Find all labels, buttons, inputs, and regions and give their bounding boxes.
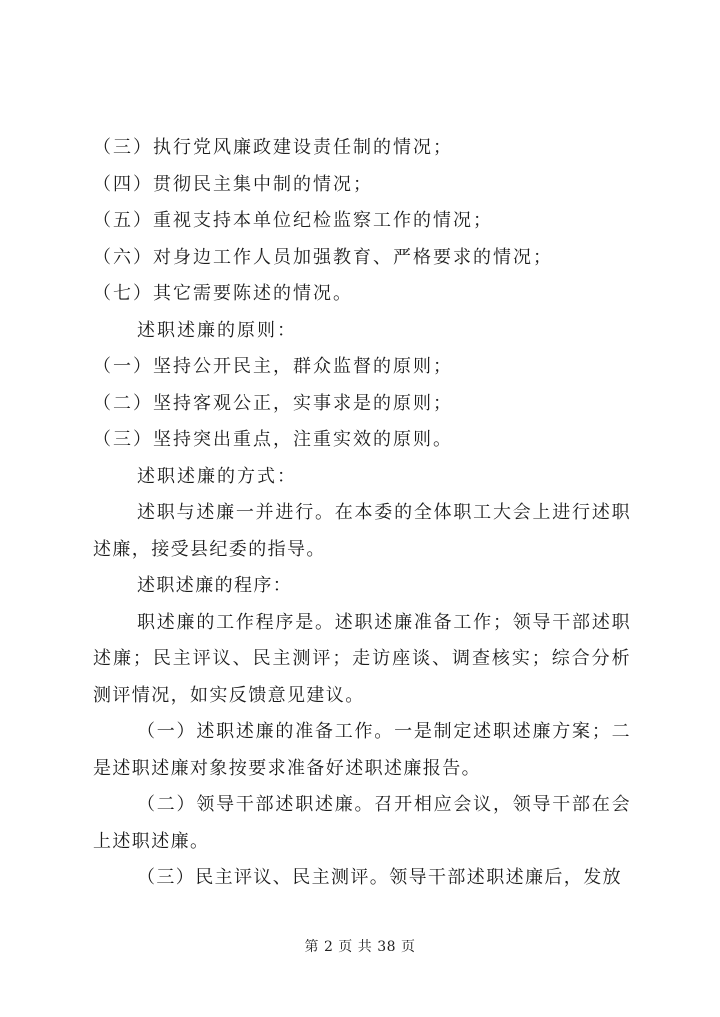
section-heading-method: 述职述廉的方式： — [137, 465, 297, 487]
paragraph: （一）述职述廉的准备工作。一是制定述职述廉方案；二是述职述廉对象按要求准备好述职述廉报告。 — [93, 721, 631, 779]
text-line: （二）坚持客观公正，实事求是的原则； — [93, 392, 453, 414]
text-line: （七）其它需要陈述的情况。 — [93, 283, 353, 304]
page-footer: 第 2 页 共 38 页 — [304, 939, 416, 955]
paragraph: （三）民主评议、民主测评。领导干部述职述廉后，发放 — [137, 867, 622, 888]
paragraph: 职述廉的工作程序是。述职述廉准备工作；领导干部述职述廉；民主评议、民主测评；走访座谈、调查核实；综合分析测评情况，如实反馈意见建议。 — [93, 611, 631, 706]
paragraph: 述职与述廉一并进行。在本委的全体职工大会上进行述职述廉，接受县纪委的指导。 — [93, 502, 631, 560]
section-heading-procedure: 述职述廉的程序： — [137, 575, 293, 596]
text-line: （六）对身边工作人员加强教育、严格要求的情况； — [93, 246, 553, 268]
text-line: （四）贯彻民主集中制的情况； — [93, 173, 373, 195]
text-line: （一）坚持公开民主，群众监督的原则； — [93, 356, 453, 377]
document-body — [93, 130, 631, 897]
text-line: （五）重视支持本单位纪检监察工作的情况； — [93, 210, 493, 231]
text-line: （三）坚持突出重点，注重实效的原则。 — [93, 429, 453, 450]
text-line: （三）执行党风廉政建设责任制的情况； — [93, 137, 453, 158]
section-heading-principles: 述职述廉的原则： — [137, 319, 297, 341]
paragraph: （二）领导干部述职述廉。召开相应会议，领导干部在会上述职述廉。 — [93, 794, 631, 852]
